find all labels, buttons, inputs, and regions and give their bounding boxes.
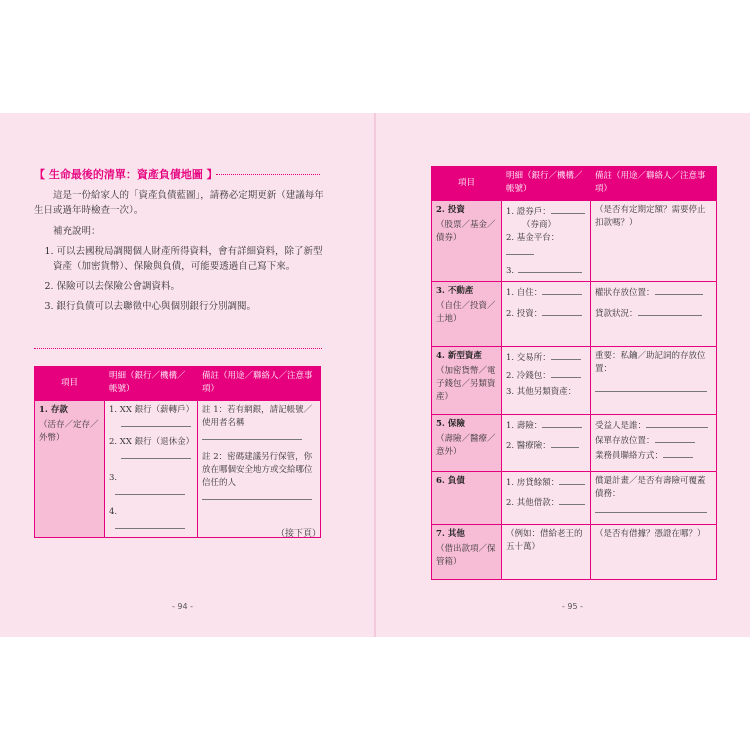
- note-line: （是否有借據？憑證在哪？）: [595, 529, 706, 539]
- blank-line[interactable]: [655, 433, 695, 443]
- blank-line[interactable]: [559, 475, 585, 485]
- col-header-note: 備註（用途／聯絡人／注意事項）: [591, 167, 717, 201]
- row-item-cell: [432, 282, 502, 347]
- detail-line: 4.: [109, 507, 118, 517]
- continue-label: （接下頁）: [276, 529, 322, 539]
- row-subtitle: （借出款項／保管箱）: [436, 544, 496, 567]
- note-label: 補充說明：: [53, 226, 101, 237]
- row-item-cell: [432, 525, 502, 580]
- blank-line[interactable]: [646, 418, 708, 428]
- row-item-cell: [432, 415, 502, 472]
- blank-line[interactable]: [595, 382, 707, 392]
- blank-line[interactable]: [121, 449, 191, 459]
- row-detail-cell: [502, 201, 591, 282]
- blank-line[interactable]: [542, 285, 582, 295]
- detail-line: 3. 其他另類資產：: [506, 387, 577, 397]
- detail-line: （例如：借給老王的五十萬）: [506, 529, 583, 552]
- section-heading: 【 生命最後的清單：資產負債地圖 】: [34, 168, 218, 181]
- row-detail-cell: [502, 472, 591, 525]
- col-header-detail: 明細（銀行／機構／帳號）: [105, 367, 198, 401]
- detail-line: 1. XX 銀行（薪轉戶）: [109, 405, 195, 415]
- blank-line[interactable]: [506, 245, 534, 255]
- row-item-cell: [432, 201, 502, 282]
- blank-line[interactable]: [202, 490, 312, 500]
- note-line: 保單存放位置：: [595, 436, 655, 446]
- row-note-cell: [591, 472, 717, 525]
- page-gutter: [374, 113, 376, 637]
- col-header-note: 備註（用途／聯絡人／注意事項）: [198, 367, 321, 401]
- note-line: 註 1：若有網銀，請記帳號／使用者名稱: [202, 405, 313, 428]
- row-note-cell: [198, 401, 321, 538]
- row-subtitle: （活存／定存／外幣）: [39, 420, 99, 443]
- row-subtitle: （自住／投資／土地）: [436, 301, 496, 324]
- detail-line: 2. 基金平台：: [506, 233, 560, 243]
- blank-line[interactable]: [551, 368, 581, 378]
- heading-divider: [216, 174, 320, 175]
- note-line: 註 2：密碼建議另行保管，你放在哪個安全地方或交給哪位信任的人: [202, 452, 313, 488]
- blank-line[interactable]: [542, 418, 582, 428]
- note-line: 受益人是誰：: [595, 421, 647, 431]
- note-item: 2. 保險可以去保險公會調資料。: [44, 281, 181, 292]
- row-detail-cell: [502, 525, 591, 580]
- note-item: 1. 可以去國稅局調閱個人財產所得資料，會有詳細資料，除了新型資產（加密貨幣）、保險與負債，可能要透過自己寫下來。: [44, 246, 323, 272]
- note-line: 權狀存放位置：: [595, 288, 655, 298]
- detail-line: 1. 房貸餘額：: [506, 478, 560, 488]
- row-title: 4. 新型資產: [436, 351, 482, 361]
- blank-line[interactable]: [542, 306, 582, 316]
- blank-line[interactable]: [551, 438, 579, 448]
- note-item: 3. 銀行負債可以去聯徵中心與個別銀行分別調閱。: [44, 301, 257, 312]
- note-line: 重要：私鑰／助記詞的存放位置：: [595, 351, 706, 374]
- blank-line[interactable]: [655, 285, 703, 295]
- blank-line[interactable]: [638, 306, 702, 316]
- blank-line[interactable]: [595, 503, 707, 513]
- blank-line[interactable]: [121, 417, 191, 427]
- section-divider: [34, 348, 322, 349]
- blank-line[interactable]: [115, 485, 185, 495]
- note-line: （是否有定期定額？需要停止扣款嗎？）: [595, 205, 706, 228]
- deposit-table: [34, 366, 321, 538]
- col-header-item: 項目: [432, 167, 502, 201]
- row-detail-cell: [502, 415, 591, 472]
- detail-line: 2. 醫療險：: [506, 441, 551, 451]
- row-detail-cell: [502, 347, 591, 415]
- row-item-cell: [432, 472, 502, 525]
- detail-line: 1. 交易所：: [506, 353, 551, 363]
- row-note-cell: [591, 525, 717, 580]
- row-note-cell: [591, 415, 717, 472]
- detail-line: 2. 其他借款：: [506, 498, 560, 508]
- row-subtitle: （加密貨幣／電子錢包／另類資產）: [436, 366, 496, 402]
- detail-line: 3.: [506, 266, 515, 276]
- row-title: 1. 存款: [39, 405, 68, 415]
- detail-line: （券商）: [522, 220, 557, 230]
- detail-line: 3.: [109, 473, 118, 483]
- note-line: 業務員聯絡方式：: [595, 451, 664, 461]
- row-detail-cell: [502, 282, 591, 347]
- detail-line: 2. 冷錢包：: [506, 371, 551, 381]
- intro-paragraph: 這是一份給家人的「資產負債藍圖」，請務必定期更新（建議每年生日或過年時檢查一次）。: [34, 190, 324, 216]
- row-detail-cell: [105, 401, 198, 538]
- detail-line: 1. 證券戶：: [506, 207, 551, 217]
- row-subtitle: （壽險／醫療／意外）: [436, 434, 496, 457]
- blank-line[interactable]: [518, 263, 582, 273]
- blank-line[interactable]: [202, 430, 302, 440]
- note-line: 貸款狀況：: [595, 309, 638, 319]
- row-title: 6. 負債: [436, 476, 465, 486]
- row-title: 5. 保險: [436, 419, 465, 429]
- row-title: 2. 投資: [436, 205, 465, 215]
- row-note-cell: [591, 347, 717, 415]
- blank-line[interactable]: [115, 519, 185, 529]
- blank-line[interactable]: [551, 350, 581, 360]
- detail-line: 2. 投資：: [506, 309, 543, 319]
- blank-line[interactable]: [663, 448, 693, 458]
- detail-line: 1. 壽險：: [506, 421, 543, 431]
- detail-line: 1. 自住：: [506, 288, 543, 298]
- row-title: 3. 不動產: [436, 286, 474, 296]
- page-number-left: - 94 -: [172, 602, 194, 611]
- row-item-cell: [35, 401, 105, 538]
- row-subtitle: （股票／基金／債券）: [436, 220, 496, 243]
- col-header-detail: 明細（銀行／機構／帳號）: [502, 167, 591, 201]
- detail-line: 2. XX 銀行（退休金）: [109, 437, 195, 447]
- row-title: 7. 其他: [436, 529, 465, 539]
- intro-text-block: [34, 188, 324, 314]
- row-item-cell: [432, 347, 502, 415]
- note-line: 償還計畫／是否有壽險可覆蓋債務：: [595, 476, 706, 499]
- row-note-cell: [591, 201, 717, 282]
- col-header-item: 項目: [35, 367, 105, 401]
- row-note-cell: [591, 282, 717, 347]
- blank-line[interactable]: [559, 495, 585, 505]
- page-number-right: - 95 -: [562, 602, 584, 611]
- asset-table: [431, 166, 717, 580]
- blank-line[interactable]: [551, 204, 585, 214]
